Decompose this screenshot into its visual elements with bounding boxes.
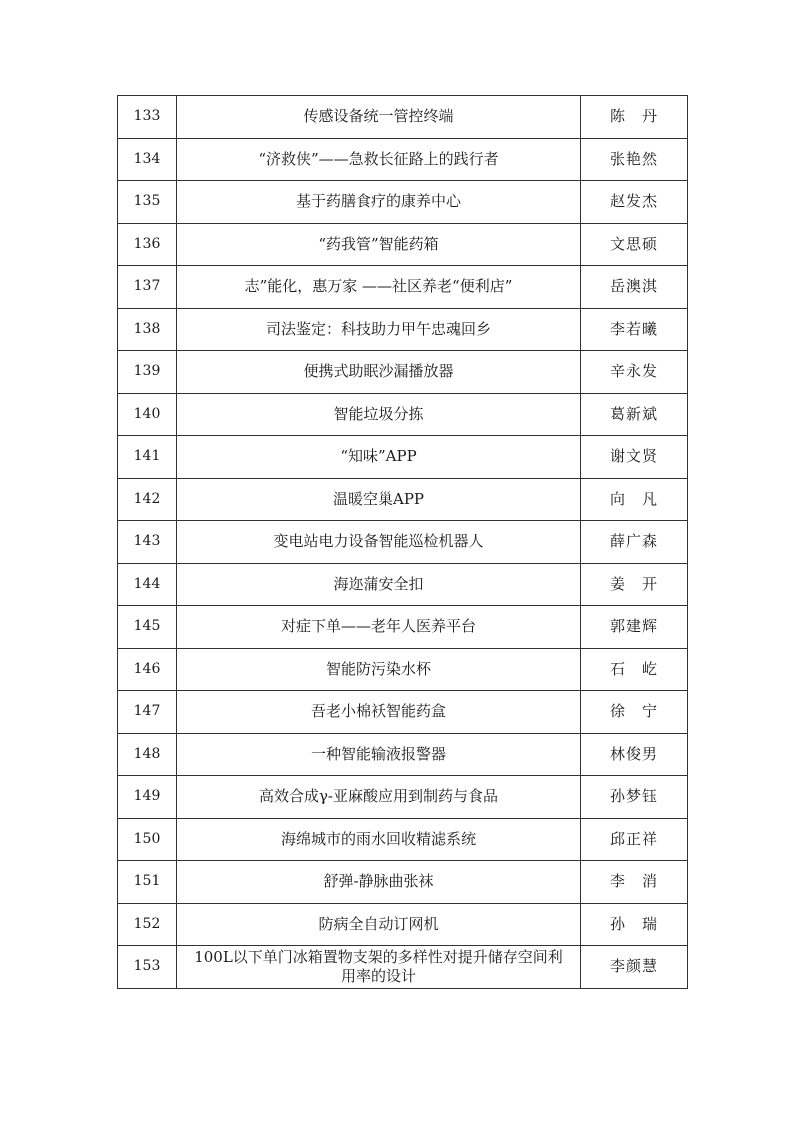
table-row [118, 563, 688, 606]
person-name: 姜 开 [581, 563, 688, 606]
project-title: 志”能化，惠万家 ——社区养老“便利店” [177, 266, 581, 309]
person-name: 郭建辉 [581, 606, 688, 649]
row-number: 138 [118, 308, 177, 351]
project-title: “济救侠”——急救长征路上的践行者 [177, 138, 581, 181]
person-name: 薛广森 [581, 521, 688, 564]
project-list-table [117, 95, 688, 989]
person-name: 林俊男 [581, 733, 688, 776]
table-row [118, 861, 688, 904]
table-row [118, 776, 688, 819]
project-title: 便携式助眠沙漏播放器 [177, 351, 581, 394]
project-title: 100L以下单门冰箱置物支架的多样性对提升储存空间利用率的设计 [177, 946, 581, 989]
table-row [118, 96, 688, 139]
row-number: 135 [118, 181, 177, 224]
row-number: 151 [118, 861, 177, 904]
row-number: 146 [118, 648, 177, 691]
person-name: 向 凡 [581, 478, 688, 521]
person-name: 文思硕 [581, 223, 688, 266]
table-row [118, 351, 688, 394]
table-row [118, 436, 688, 479]
row-number: 136 [118, 223, 177, 266]
table-row [118, 181, 688, 224]
table-row [118, 266, 688, 309]
person-name: 徐 宁 [581, 691, 688, 734]
table-row [118, 648, 688, 691]
table-row [118, 223, 688, 266]
project-title: 基于药膳食疗的康养中心 [177, 181, 581, 224]
person-name: 岳澳淇 [581, 266, 688, 309]
person-name: 孙梦钰 [581, 776, 688, 819]
project-title: “药我管”智能药箱 [177, 223, 581, 266]
table-row [118, 946, 688, 989]
project-title: 海迩蒲安全扣 [177, 563, 581, 606]
person-name: 陈 丹 [581, 96, 688, 139]
row-number: 150 [118, 818, 177, 861]
row-number: 143 [118, 521, 177, 564]
table-row [118, 733, 688, 776]
project-title: 智能防污染水杯 [177, 648, 581, 691]
project-title: “知味”APP [177, 436, 581, 479]
row-number: 142 [118, 478, 177, 521]
row-number: 134 [118, 138, 177, 181]
table-row [118, 903, 688, 946]
row-number: 145 [118, 606, 177, 649]
table-row [118, 606, 688, 649]
table-row [118, 818, 688, 861]
project-title: 对症下单——老年人医养平台 [177, 606, 581, 649]
table-row [118, 691, 688, 734]
project-title: 吾老小棉袄智能药盒 [177, 691, 581, 734]
table-row [118, 478, 688, 521]
person-name: 李若曦 [581, 308, 688, 351]
project-title: 防病全自动订网机 [177, 903, 581, 946]
row-number: 137 [118, 266, 177, 309]
table-row [118, 393, 688, 436]
person-name: 孙 瑞 [581, 903, 688, 946]
row-number: 153 [118, 946, 177, 989]
person-name: 张艳然 [581, 138, 688, 181]
row-number: 133 [118, 96, 177, 139]
person-name: 葛新斌 [581, 393, 688, 436]
project-title: 高效合成γ-亚麻酸应用到制药与食品 [177, 776, 581, 819]
project-title: 司法鉴定：科技助力甲午忠魂回乡 [177, 308, 581, 351]
row-number: 147 [118, 691, 177, 734]
person-name: 辛永发 [581, 351, 688, 394]
project-title: 温暖空巢APP [177, 478, 581, 521]
project-title: 一种智能输液报警器 [177, 733, 581, 776]
person-name: 邱正祥 [581, 818, 688, 861]
person-name: 赵发杰 [581, 181, 688, 224]
row-number: 148 [118, 733, 177, 776]
row-number: 149 [118, 776, 177, 819]
row-number: 141 [118, 436, 177, 479]
row-number: 140 [118, 393, 177, 436]
row-number: 144 [118, 563, 177, 606]
row-number: 139 [118, 351, 177, 394]
person-name: 石 屹 [581, 648, 688, 691]
project-title: 智能垃圾分拣 [177, 393, 581, 436]
project-title: 传感设备统一管控终端 [177, 96, 581, 139]
person-name: 谢文贤 [581, 436, 688, 479]
project-title: 海绵城市的雨水回收精滤系统 [177, 818, 581, 861]
row-number: 152 [118, 903, 177, 946]
table-row [118, 308, 688, 351]
table-row [118, 521, 688, 564]
person-name: 李 消 [581, 861, 688, 904]
project-title: 变电站电力设备智能巡检机器人 [177, 521, 581, 564]
project-title: 舒弹-静脉曲张袜 [177, 861, 581, 904]
table-row [118, 138, 688, 181]
person-name: 李颜慧 [581, 946, 688, 989]
